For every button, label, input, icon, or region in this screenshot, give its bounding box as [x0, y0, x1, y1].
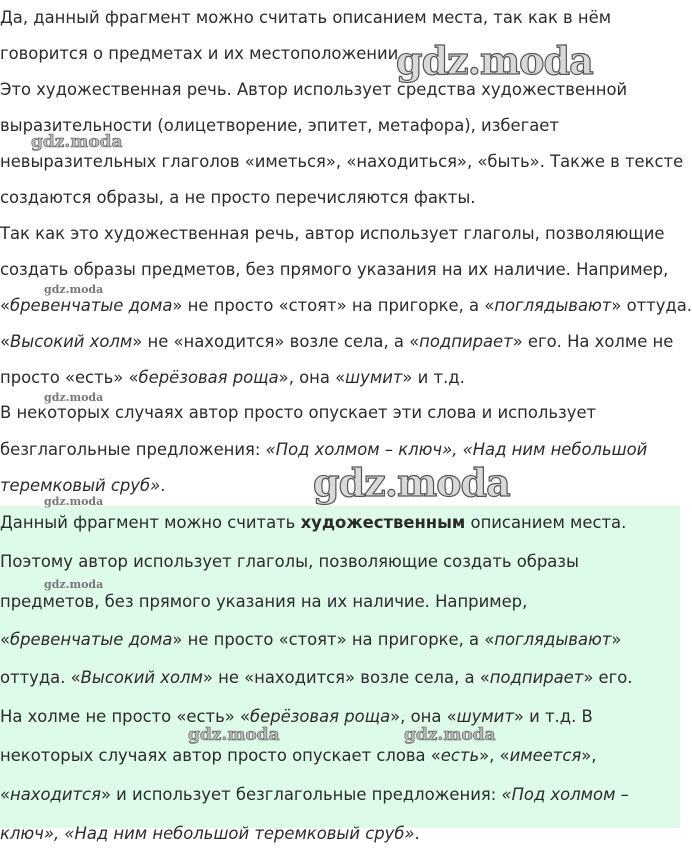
- text-run: шумит: [456, 707, 514, 726]
- text-run: некоторых случаях автор просто опускает слова «: [0, 746, 441, 765]
- text-run: поглядывают: [494, 296, 612, 315]
- text-run: берёзовая роща: [250, 707, 391, 726]
- text-run: Да, данный фрагмент можно считать описанием места, так как в нём: [0, 8, 612, 27]
- text-line: [0, 44, 404, 64]
- text-line: [0, 513, 626, 533]
- watermark-logo: gdz.moda: [44, 578, 104, 591]
- text-run: » и т.д.: [402, 368, 465, 387]
- watermark-logo: gdz.moda: [44, 391, 104, 404]
- text-line: [0, 630, 621, 650]
- text-run: поглядывают: [494, 630, 612, 649]
- text-line: [0, 592, 527, 612]
- watermark-logo: gdz.moda: [31, 132, 123, 152]
- text-run: .: [160, 476, 166, 495]
- text-run: предметов, без прямого указания на их наличие. Например,: [0, 592, 528, 611]
- text-line: [0, 80, 627, 100]
- text-run: » не просто «стоят» на пригорке, а «: [172, 296, 495, 315]
- text-run: » и т.д. В: [513, 707, 593, 726]
- text-run: бревенчатые дома: [10, 630, 173, 649]
- text-line: [0, 668, 633, 688]
- text-line: [0, 707, 593, 727]
- text-run: » не «находится» возле села, а «: [132, 332, 420, 351]
- text-run: берёзовая роща: [138, 368, 279, 387]
- text-run: » оттуда.: [611, 296, 692, 315]
- text-run: Высокий холм: [10, 332, 133, 351]
- text-run: оттуда. «: [0, 668, 81, 687]
- text-run: » его. На холме не: [512, 332, 674, 351]
- text-run: «: [0, 785, 11, 804]
- text-run: В некоторых случаях автор просто опускает эти слова и использует: [0, 403, 597, 422]
- text-line: [0, 476, 165, 496]
- text-line: [0, 368, 465, 388]
- text-run: «Под холмом – ключ», «Над ним небольшой: [265, 440, 648, 459]
- text-run: бревенчатые дома: [10, 296, 173, 315]
- text-run: Так как это художественная речь, автор использует глаголы, позволяющие: [0, 224, 665, 243]
- text-line: [0, 152, 683, 172]
- text-line: [0, 403, 596, 423]
- watermark-logo: gdz.moda: [313, 460, 510, 505]
- text-run: подпирает: [419, 332, 513, 351]
- text-run: Это художественная речь. Автор использует средства художественной: [0, 80, 628, 99]
- answer-block: [0, 506, 680, 843]
- text-line: [0, 785, 629, 805]
- watermark-logo: gdz.moda: [396, 38, 593, 83]
- text-run: .: [414, 824, 420, 843]
- text-run: подпирает: [489, 668, 584, 687]
- text-run: создаются образы, а не просто перечисляются факты.: [0, 188, 476, 207]
- watermark-logo: gdz.moda: [404, 725, 496, 745]
- text-line: [0, 8, 611, 28]
- text-line: [0, 296, 692, 316]
- text-run: », она «: [390, 707, 457, 726]
- text-run: » не «находится» возле села, а «: [202, 668, 490, 687]
- text-run: создать образы предметов, без прямого указания на их наличие. Например,: [0, 260, 669, 279]
- watermark-logo: gdz.moda: [44, 495, 104, 508]
- text-run: »,: [581, 746, 597, 765]
- text-run: просто «есть» «: [0, 368, 139, 387]
- text-run: «: [0, 332, 11, 351]
- text-line: [0, 746, 596, 766]
- text-run: невыразительных глаголов «иметься», «находиться», «быть». Также в тексте: [0, 152, 684, 171]
- text-run: шумит: [345, 368, 403, 387]
- text-run: есть: [440, 746, 480, 765]
- text-run: » и использует безглагольные предложения:: [100, 785, 502, 804]
- text-run: «: [0, 630, 11, 649]
- text-run: ключ», «Над ним небольшой теремковый сруб»: [0, 824, 415, 843]
- text-line: [0, 260, 668, 280]
- text-run: имеется: [509, 746, 582, 765]
- text-run: находится: [10, 785, 101, 804]
- text-run: Поэтому автор использует глаголы, позволяющие создать образы: [0, 552, 579, 571]
- text-run: Данный фрагмент можно считать: [0, 513, 301, 532]
- text-run: художественным: [300, 513, 466, 532]
- text-line: [0, 188, 476, 208]
- text-run: Высокий холм: [80, 668, 203, 687]
- text-run: », она «: [278, 368, 346, 387]
- text-run: описанием места.: [465, 513, 627, 532]
- watermark-logo: gdz.moda: [44, 283, 104, 296]
- text-run: На холме не просто «есть» «: [0, 707, 250, 726]
- text-line: [0, 824, 420, 844]
- text-line: [0, 440, 647, 460]
- text-run: » не просто «стоят» на пригорке, а «: [172, 630, 495, 649]
- text-run: » его.: [583, 668, 633, 687]
- text-run: говорится о предметах и их местоположении.: [0, 44, 404, 63]
- text-run: «Под холмом –: [501, 785, 629, 804]
- watermark-logo: gdz.moda: [188, 725, 280, 745]
- text-run: теремковый сруб»: [0, 476, 161, 495]
- text-line: [0, 224, 664, 244]
- text-line: [0, 552, 579, 572]
- text-run: «: [0, 296, 11, 315]
- text-line: [0, 332, 673, 352]
- text-run: »: [611, 630, 622, 649]
- text-run: », «: [479, 746, 510, 765]
- text-run: выразительности (олицетворение, эпитет, метафора), избегает: [0, 116, 559, 135]
- text-run: безглагольные предложения:: [0, 440, 266, 459]
